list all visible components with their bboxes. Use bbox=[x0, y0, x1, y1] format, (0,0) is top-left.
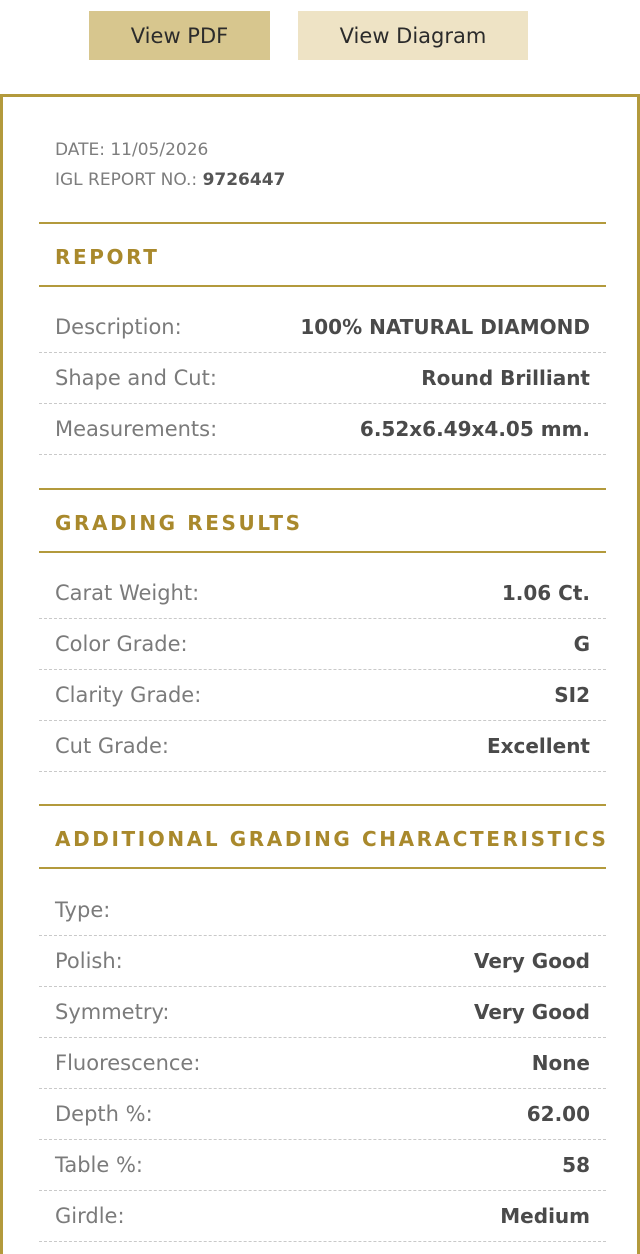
grading-row-carat-weight bbox=[39, 569, 606, 619]
additional-row-symmetry bbox=[39, 988, 606, 1038]
additional-row-fluorescence bbox=[39, 1039, 606, 1089]
section-divider bbox=[39, 867, 606, 869]
section-divider bbox=[39, 222, 606, 224]
row-value: Very Good bbox=[473, 949, 590, 973]
grading-row-color-grade bbox=[39, 620, 606, 670]
grading-row-cut-grade bbox=[39, 722, 606, 772]
row-label: Girdle: bbox=[55, 1204, 125, 1228]
additional-row-polish bbox=[39, 937, 606, 987]
report-number bbox=[55, 165, 285, 195]
report-number-label: IGL REPORT NO.: bbox=[55, 170, 203, 190]
additional-row-table bbox=[39, 1141, 606, 1191]
additional-row-type bbox=[39, 886, 606, 936]
row-value: G bbox=[573, 632, 590, 656]
report-date bbox=[55, 135, 285, 165]
report-date-label: DATE: bbox=[55, 140, 111, 160]
row-label: Cut Grade: bbox=[55, 734, 169, 758]
row-label: Table %: bbox=[55, 1153, 144, 1177]
section-divider bbox=[39, 551, 606, 553]
report-meta bbox=[55, 135, 285, 195]
row-value: Very Good bbox=[473, 1000, 590, 1024]
row-label: Symmetry: bbox=[55, 1000, 170, 1024]
section-title-additional-grading: ADDITIONAL GRADING CHARACTERISTICS bbox=[55, 827, 609, 851]
row-label: Color Grade: bbox=[55, 632, 188, 656]
row-value: 1.06 Ct. bbox=[501, 581, 590, 605]
row-value: 100% NATURAL DIAMOND bbox=[300, 315, 590, 339]
row-value: 62.00 bbox=[526, 1102, 590, 1126]
section-divider bbox=[39, 804, 606, 806]
report-date-value: 11/05/2026 bbox=[110, 140, 209, 160]
row-label: Fluorescence: bbox=[55, 1051, 201, 1075]
row-label: Shape and Cut: bbox=[55, 366, 217, 390]
row-label: Polish: bbox=[55, 949, 123, 973]
grading-row-clarity-grade bbox=[39, 671, 606, 721]
view-diagram-button[interactable]: View Diagram bbox=[298, 11, 528, 60]
additional-row-girdle bbox=[39, 1192, 606, 1242]
row-label: Measurements: bbox=[55, 417, 218, 441]
section-title-grading-results: GRADING RESULTS bbox=[55, 511, 303, 535]
report-card bbox=[0, 94, 640, 1254]
report-number-value: 9726447 bbox=[202, 170, 286, 190]
row-value: 58 bbox=[562, 1153, 590, 1177]
report-row-shape-and-cut bbox=[39, 354, 606, 404]
view-pdf-button[interactable]: View PDF bbox=[89, 11, 270, 60]
row-value: Round Brilliant bbox=[421, 366, 590, 390]
report-row-description bbox=[39, 303, 606, 353]
section-title-report: REPORT bbox=[55, 245, 160, 269]
row-label: Description: bbox=[55, 315, 182, 339]
top-actions-bar bbox=[0, 0, 640, 94]
report-row-measurements bbox=[39, 405, 606, 455]
row-label: Type: bbox=[55, 898, 111, 922]
additional-row-depth bbox=[39, 1090, 606, 1140]
row-label: Clarity Grade: bbox=[55, 683, 202, 707]
section-divider bbox=[39, 285, 606, 287]
section-divider bbox=[39, 488, 606, 490]
row-label: Depth %: bbox=[55, 1102, 153, 1126]
row-value: Excellent bbox=[486, 734, 590, 758]
row-value: SI2 bbox=[554, 683, 590, 707]
row-value: 6.52x6.49x4.05 mm. bbox=[359, 417, 590, 441]
row-value: None bbox=[531, 1051, 590, 1075]
row-value: Medium bbox=[500, 1204, 590, 1228]
row-label: Carat Weight: bbox=[55, 581, 200, 605]
